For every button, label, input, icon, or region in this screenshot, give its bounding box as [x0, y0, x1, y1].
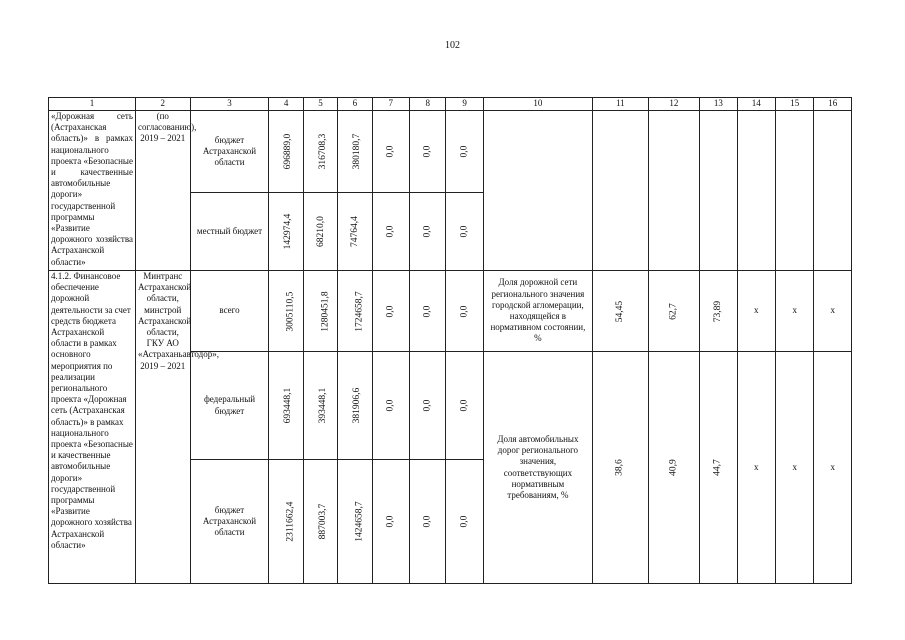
- header-cell: 1: [49, 98, 136, 111]
- header-cell: 12: [648, 98, 700, 111]
- indicator-value-cell: [648, 111, 700, 271]
- header-cell: 2: [135, 98, 190, 111]
- header-cell: 7: [372, 98, 409, 111]
- header-cell: 10: [483, 98, 592, 111]
- funding-source-cell: местный бюджет: [190, 193, 269, 271]
- event-name-cell: 4.1.2. Финансовое обеспечение дорожной деятельности за счет средств бюджета Астраханской области в рамках основного мероприятия по реализации регионального проекта «Дорожная сеть (Астраханская область)» в рамках национального проекта «Безопасные и качественные автомобильные дороги» государственной программы «Развитие дорожного хозяйства Астраханской области»: [49, 271, 136, 584]
- indicator-value-cell: x: [814, 271, 852, 352]
- header-row: [49, 98, 852, 111]
- value-cell: 1724658,7: [354, 291, 365, 332]
- indicator-value-cell: [593, 111, 649, 271]
- header-cell: 14: [737, 98, 775, 111]
- indicator-value-cell: x: [814, 352, 852, 584]
- value-cell: 1280451,8: [320, 291, 331, 332]
- indicator-value-cell: x: [776, 352, 814, 584]
- indicator-value-cell: [737, 111, 775, 271]
- table-row: [49, 271, 852, 352]
- header-cell: 4: [269, 98, 303, 111]
- indicator-value-cell: 44,7: [712, 459, 723, 477]
- value-cell: 0,0: [422, 226, 433, 238]
- indicator-value-cell: [814, 111, 852, 271]
- indicator-value-cell: x: [737, 271, 775, 352]
- indicator-value-cell: 54,45: [614, 300, 625, 323]
- table-row: [49, 111, 852, 193]
- value-cell: 1424658,7: [354, 501, 365, 543]
- value-cell: 0,0: [422, 516, 433, 528]
- value-cell: 0,0: [385, 516, 396, 528]
- indicator-value-cell: 38,6: [614, 459, 625, 477]
- value-cell: 887003,7: [318, 504, 329, 540]
- value-cell: 0,0: [458, 400, 469, 412]
- value-cell: 393448,1: [318, 388, 329, 424]
- executor-cell: (по согласованию), 2019 – 2021: [135, 111, 190, 271]
- page-number: 102: [445, 40, 460, 51]
- header-cell: 15: [776, 98, 814, 111]
- value-cell: 316708,3: [318, 134, 329, 170]
- header-cell: 6: [338, 98, 372, 111]
- value-cell: 68210,0: [315, 216, 326, 248]
- value-cell: 380180,7: [352, 134, 363, 170]
- header-cell: 5: [303, 98, 337, 111]
- indicator-value-cell: 40,9: [668, 459, 679, 477]
- value-cell: 693448,1: [283, 388, 294, 424]
- value-cell: 2311662,4: [285, 501, 296, 543]
- value-cell: 0,0: [422, 146, 433, 158]
- value-cell: 74764,4: [350, 216, 361, 248]
- header-cell: 8: [409, 98, 445, 111]
- value-cell: 3005110,5: [285, 291, 296, 332]
- header-cell: 16: [814, 98, 852, 111]
- indicator-cell: Доля дорожной сети регионального значения городской агломерации, находящейся в нормативном состоянии, %: [483, 271, 592, 352]
- indicator-value-cell: 73,89: [712, 300, 723, 323]
- funding-source-cell: федеральный бюджет: [190, 352, 269, 460]
- header-cell: 13: [700, 98, 737, 111]
- header-cell: 9: [446, 98, 483, 111]
- value-cell: 0,0: [385, 400, 396, 412]
- funding-source-cell: всего: [190, 271, 269, 352]
- funding-source-cell: бюджет Астраханской области: [190, 460, 269, 584]
- value-cell: 0,0: [458, 516, 469, 528]
- value-cell: 0,0: [385, 305, 396, 318]
- value-cell: 0,0: [458, 226, 469, 238]
- value-cell: 0,0: [422, 400, 433, 412]
- value-cell: 0,0: [385, 146, 396, 158]
- indicator-cell: [483, 111, 592, 271]
- executor-cell: Минтранс Астраханской области, минстрой Астраханской области, ГКУ АО «Астраханьавтодор», 2019 – 2021: [135, 271, 190, 584]
- indicator-value-cell: [700, 111, 737, 271]
- program-table: [48, 97, 852, 584]
- indicator-value-cell: x: [776, 271, 814, 352]
- header-cell: 3: [190, 98, 269, 111]
- value-cell: 0,0: [422, 305, 433, 318]
- value-cell: 696889,0: [283, 134, 294, 170]
- indicator-value-cell: 62,7: [668, 303, 679, 320]
- funding-source-cell: бюджет Астраханской области: [190, 111, 269, 193]
- value-cell: 381906,6: [352, 388, 363, 424]
- value-cell: 0,0: [458, 305, 469, 318]
- indicator-cell: Доля автомобильных дорог регионального значения, соответствующих нормативным требованиям, %: [483, 352, 592, 584]
- indicator-value-cell: x: [737, 352, 775, 584]
- header-cell: 11: [593, 98, 649, 111]
- value-cell: 0,0: [458, 146, 469, 158]
- value-cell: 142974,4: [283, 214, 294, 250]
- event-name-cell: «Дорожная сеть (Астраханская область)» в рамках национального проекта «Безопасные и качественные автомобильные дороги» государственной программы «Развитие дорожного хозяйства Астраханской области»: [49, 111, 136, 271]
- indicator-value-cell: [776, 111, 814, 271]
- value-cell: 0,0: [385, 226, 396, 238]
